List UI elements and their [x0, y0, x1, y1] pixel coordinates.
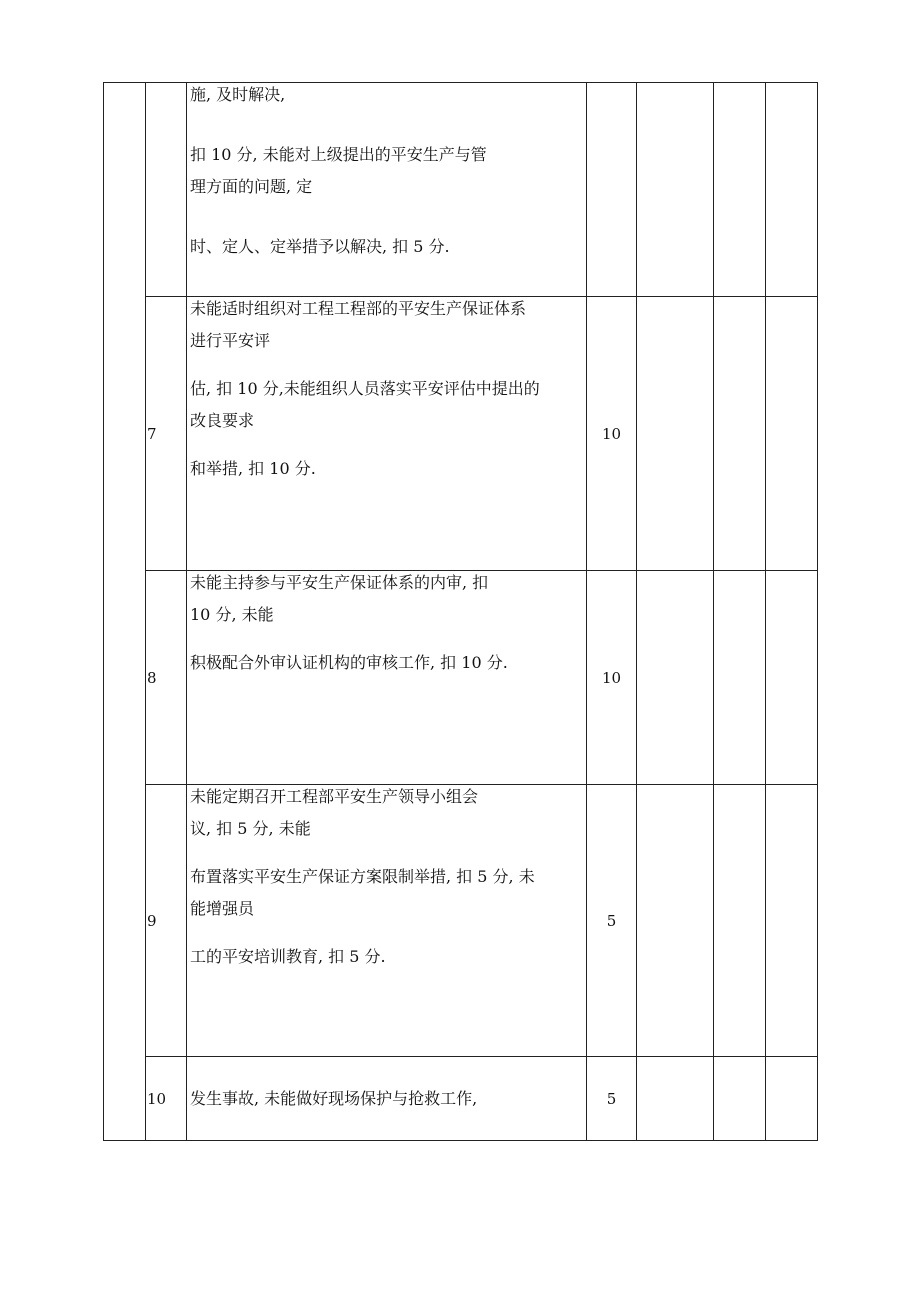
score-cell: 5 — [587, 785, 637, 1057]
table-row — [104, 1057, 818, 1141]
category-cell — [104, 83, 146, 1141]
table-row — [104, 785, 818, 1057]
score-cell: 10 — [587, 297, 637, 571]
score-cell: 5 — [587, 1057, 637, 1141]
description-line: 未能适时组织对工程工程部的平安生产保证体系 — [190, 299, 527, 318]
description-line: 理方面的问题, 定 — [190, 177, 313, 196]
description-line: 改良要求 — [190, 411, 255, 430]
empty-cell — [766, 785, 818, 1057]
description-line: 时、定人、定举措予以解决, 扣 5 分. — [190, 237, 450, 256]
score-cell — [587, 83, 637, 297]
description-line: 积极配合外审认证机构的审核工作, 扣 10 分. — [190, 653, 508, 672]
table-row — [104, 83, 818, 297]
description-cell — [187, 571, 587, 785]
description-line: 和举措, 扣 10 分. — [190, 459, 316, 478]
empty-cell — [714, 297, 766, 571]
description-line: 施, 及时解决, — [190, 85, 286, 104]
description-line: 发生事故, 未能做好现场保护与抢救工作, — [190, 1088, 478, 1108]
row-number-cell: 8 — [146, 571, 187, 785]
description-line: 10 分, 未能 — [190, 605, 274, 624]
description-line: 能增强员 — [190, 899, 255, 918]
table-row — [104, 571, 818, 785]
table-row — [104, 297, 818, 571]
description-line: 工的平安培训教育, 扣 5 分. — [190, 947, 386, 966]
empty-cell — [637, 785, 714, 1057]
empty-cell — [637, 83, 714, 297]
description-line: 议, 扣 5 分, 未能 — [190, 819, 311, 838]
row-number-cell: 7 — [146, 297, 187, 571]
row-number-cell: 9 — [146, 785, 187, 1057]
description-line: 未能主持参与平安生产保证体系的内审, 扣 — [190, 573, 489, 592]
description-cell — [187, 785, 587, 1057]
description-line: 估, 扣 10 分,未能组织人员落实平安评估中提出的 — [190, 379, 540, 398]
description-cell — [187, 297, 587, 571]
empty-cell — [766, 297, 818, 571]
empty-cell — [766, 83, 818, 297]
description-line: 进行平安评 — [190, 331, 271, 350]
row-number-cell — [146, 83, 187, 297]
row-number-cell: 10 — [146, 1057, 187, 1141]
empty-cell — [714, 571, 766, 785]
empty-cell — [637, 297, 714, 571]
empty-cell — [637, 1057, 714, 1141]
empty-cell — [637, 571, 714, 785]
empty-cell — [766, 571, 818, 785]
empty-cell — [714, 785, 766, 1057]
empty-cell — [714, 83, 766, 297]
score-cell: 10 — [587, 571, 637, 785]
description-cell — [187, 83, 587, 297]
description-cell — [187, 1057, 587, 1141]
empty-cell — [766, 1057, 818, 1141]
description-line: 扣 10 分, 未能对上级提出的平安生产与管 — [190, 145, 487, 164]
description-line: 布置落实平安生产保证方案限制举措, 扣 5 分, 未 — [190, 867, 535, 886]
assessment-table — [103, 82, 818, 1141]
description-line: 未能定期召开工程部平安生产领导小组会 — [190, 787, 479, 806]
empty-cell — [714, 1057, 766, 1141]
